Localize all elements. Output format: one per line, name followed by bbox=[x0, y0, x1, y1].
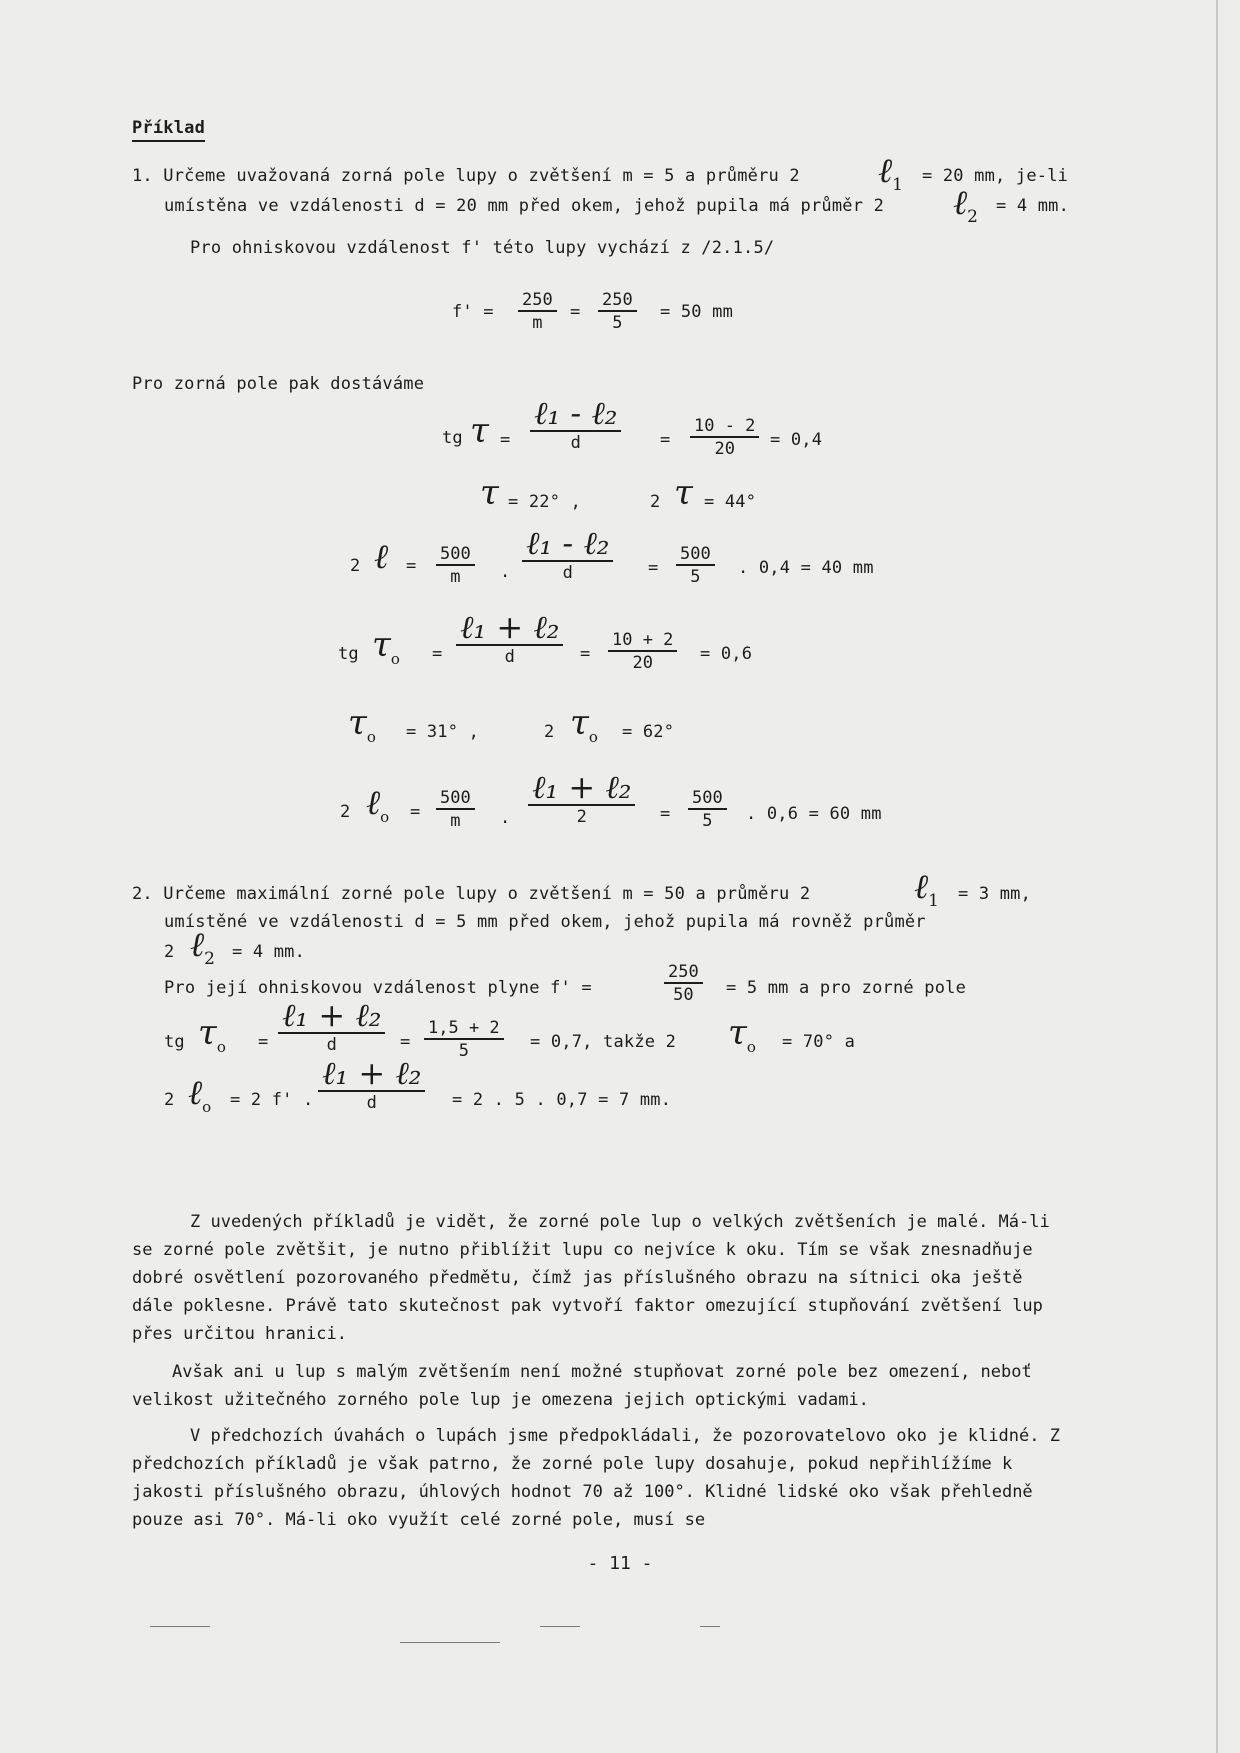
paragraph-1: Z uvedených příkladů je vidět, že zorné pole lup o velkých zvětšeních je malé. Má-li se zorné pole zvětšit, je nutno přiblížit lupu co nejvíce k oku. Tím se však znesnadňuje dobré osvětlení pozorovaného předmětu, čímž jas příslušného obrazu na sítnici oka ještě dále poklesne. Právě tato skutečnost pak vytvoří faktor omezující stupňování zvětšení lup přes určitou hranici. bbox=[132, 1212, 1050, 1344]
frac-10-2-20: 10 - 2 20 bbox=[690, 416, 759, 460]
tg-label: tg bbox=[164, 1032, 185, 1052]
frac-l1-plus-l2-d: ℓ₁ + ℓ₂ d bbox=[318, 1056, 425, 1114]
frac-250-5: 250 5 bbox=[598, 290, 637, 334]
ell2-symbol: ℓ$_2$ bbox=[953, 183, 978, 227]
two-label: 2 bbox=[650, 492, 661, 512]
frac-500-m: 500 m bbox=[436, 544, 475, 588]
tg-label: tg bbox=[338, 644, 359, 664]
eq-sign: = bbox=[570, 302, 581, 322]
result-06: = 0,6 bbox=[700, 644, 753, 664]
tau0-value: = 31° , bbox=[406, 722, 480, 742]
tau0-symbol: $\tau_o$ bbox=[728, 1013, 756, 1056]
two-label: 2 bbox=[164, 1090, 175, 1110]
ex2-last-b: = 2 . 5 . 0,7 = 7 mm. bbox=[452, 1090, 672, 1110]
tau0-symbol: $\tau_o$ bbox=[198, 1013, 226, 1056]
eq-sign: = bbox=[660, 430, 671, 450]
heading: Příklad bbox=[132, 118, 205, 138]
tau0-symbol: $\tau_o$ bbox=[348, 703, 376, 746]
eq-sign: = bbox=[410, 802, 421, 822]
eq-sign: = bbox=[660, 804, 671, 824]
eq-sign: = bbox=[580, 644, 591, 664]
ex1-line2b: = 4 mm. bbox=[996, 196, 1070, 216]
frac-250-m: 250 m bbox=[518, 290, 557, 334]
zorna-pole-text: Pro zorná pole pak dostáváme bbox=[132, 374, 425, 394]
tau-value: = 22° , bbox=[508, 492, 582, 512]
tg-label: tg bbox=[442, 428, 463, 448]
two-tau-value: = 44° bbox=[704, 492, 757, 512]
two-label: 2 bbox=[544, 722, 555, 742]
ell1-symbol: ℓ$_1$ bbox=[914, 867, 939, 911]
ex2-line3a: 2 bbox=[164, 942, 175, 962]
frac-10p2-20: 10 + 2 20 bbox=[608, 630, 677, 674]
dot: . bbox=[500, 808, 511, 828]
ex2-line1b: = 3 mm, bbox=[958, 884, 1032, 904]
ex2-line1: 2. Určeme maximální zorné pole lupy o zvětšení m = 50 a průměru 2 bbox=[132, 884, 811, 904]
result-40: . 0,4 = 40 mm bbox=[738, 558, 874, 578]
ex2-line4a: Pro její ohniskovou vzdálenost plyne f' = bbox=[164, 978, 592, 998]
frac-l1-plus-l2-d: ℓ₁ + ℓ₂ d bbox=[278, 998, 385, 1056]
page-number: - 11 - bbox=[587, 1553, 653, 1574]
frac-250-50: 250 50 bbox=[664, 962, 703, 1006]
frac-15p2-5: 1,5 + 2 5 bbox=[424, 1018, 504, 1062]
frac-500-5: 500 5 bbox=[676, 544, 715, 588]
tau-symbol: τ bbox=[674, 473, 693, 513]
footer-mark bbox=[150, 1626, 210, 1627]
ex1-line1: 1. Určeme uvažovaná zorná pole lupy o zvětšení m = 5 a průměru 2 bbox=[132, 166, 800, 186]
two-label: 2 bbox=[340, 802, 351, 822]
frac-l1-minus-l2-d: ℓ₁ - ℓ₂ d bbox=[522, 526, 613, 584]
frac-l1-minus-l2-d: ℓ₁ - ℓ₂ d bbox=[530, 396, 621, 454]
eq-sign: = bbox=[500, 430, 511, 450]
eq-sign: = bbox=[400, 1032, 411, 1052]
tau-symbol: τ bbox=[470, 411, 489, 451]
result-04: = 0,4 bbox=[770, 430, 823, 450]
frac-500-m: 500 m bbox=[436, 788, 475, 832]
frac-l1-plus-l2-2: ℓ₁ + ℓ₂ 2 bbox=[528, 770, 635, 828]
eq-sign: = bbox=[258, 1032, 269, 1052]
result-60: . 0,6 = 60 mm bbox=[746, 804, 882, 824]
result-07: = 0,7, takže 2 bbox=[530, 1032, 677, 1052]
ell-symbol: ℓ bbox=[374, 537, 389, 577]
result-70: = 70° a bbox=[782, 1032, 856, 1052]
footer-mark bbox=[400, 1642, 500, 1643]
ell2-symbol: ℓ$_2$ bbox=[190, 925, 215, 969]
frac-500-5: 500 5 bbox=[688, 788, 727, 832]
paragraph-2: Avšak ani u lup s malým zvětšením není možné stupňovat zorné pole bez omezení, neboť velikost užitečného zorného pole lup je omezena jejich optickými vadami. bbox=[132, 1362, 1032, 1410]
footer-mark bbox=[540, 1626, 580, 1627]
f-lhs: f' = bbox=[452, 302, 494, 322]
page-edge bbox=[1216, 0, 1218, 1753]
two-tau0-value: = 62° bbox=[622, 722, 675, 742]
f-result: = 50 mm bbox=[660, 302, 734, 322]
ex1-line3: Pro ohniskovou vzdálenost f' této lupy vychází z /2.1.5/ bbox=[190, 238, 775, 258]
two-label: 2 bbox=[350, 556, 361, 576]
ex2-line4b: = 5 mm a pro zorné pole bbox=[726, 978, 967, 998]
footer-mark bbox=[700, 1626, 720, 1627]
ex2-line3b: = 4 mm. bbox=[232, 942, 306, 962]
eq-sign: = bbox=[432, 644, 443, 664]
ell0-symbol: ℓ$_o$ bbox=[188, 1073, 212, 1116]
ell1-symbol: ℓ$_1$ bbox=[878, 151, 903, 195]
dot: . bbox=[500, 562, 511, 582]
tau0-symbol: $\tau_o$ bbox=[570, 703, 598, 746]
ex2-last-a: = 2 f' . bbox=[230, 1090, 314, 1110]
ex1-line2: umístěna ve vzdálenosti d = 20 mm před okem, jehož pupila má průměr 2 bbox=[164, 196, 885, 216]
ell0-symbol: ℓ$_o$ bbox=[366, 783, 390, 826]
ex1-line1b: = 20 mm, je-li bbox=[922, 166, 1069, 186]
tau-symbol: τ bbox=[480, 473, 499, 513]
tau0-symbol: $\tau_o$ bbox=[372, 625, 400, 668]
paragraph-3: V předchozích úvahách o lupách jsme předpokládali, že pozorovatelovo oko je klidné. Z předchozích příkladů je však patrno, že zorné pole lupy dosahuje, pokud nepřihlížíme k jakosti příslušného obrazu, úhlových hodnot 70 až 100°. Klidné lidské oko však přehledně pouze asi 70°. Má-li oko využít celé zorné pole, musí se bbox=[132, 1426, 1060, 1530]
eq-sign: = bbox=[406, 556, 417, 576]
eq-sign: = bbox=[648, 558, 659, 578]
ex2-line2: umístěné ve vzdálenosti d = 5 mm před okem, jehož pupila má rovněž průměr bbox=[164, 912, 926, 932]
frac-l1-plus-l2-d: ℓ₁ + ℓ₂ d bbox=[456, 610, 563, 668]
